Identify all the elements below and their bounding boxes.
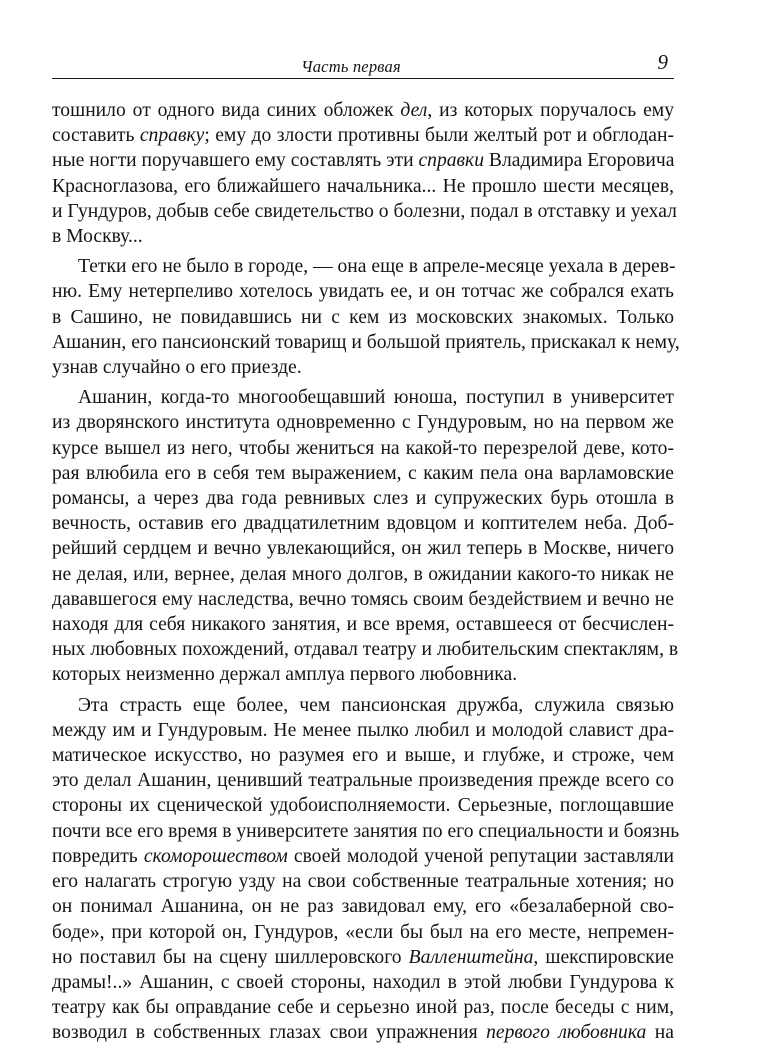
text-run: боде», при которой он, Гундуров, «если бы был на его месте, непремен- (52, 921, 674, 943)
text-line (52, 819, 680, 844)
text-line (52, 410, 674, 435)
text-run: находя для себя никакого занятия, и все время, оставшееся от бесчислен- (52, 614, 674, 636)
text-line (52, 355, 674, 380)
text-line (52, 970, 674, 995)
text-run: тошнило от одного вида синих обложек (52, 100, 401, 121)
paragraph (52, 693, 680, 1046)
text-run: театру как бы оправдание себе и серьезно иной раз, после беседы с ним, (52, 997, 674, 1019)
text-run: и Гундуров, добыв себе свидетельство о болезни, подал в отставку и уехал (52, 200, 677, 222)
text-run: стороны их сценической удобоисполняемости. Серьезные, поглощавшие (52, 795, 674, 817)
text-run: дававшегося ему наследства, вечно томясь своим бездействием и вечно не (52, 588, 674, 610)
text-run: он понимал Ашанина, он не раз завидовал ему, его «безалаберной сво- (52, 896, 674, 918)
text-line (52, 511, 674, 536)
italic-phrase: первого любовника (486, 1022, 647, 1044)
text-run: ные ногти поручавшего ему составлять эти (52, 150, 419, 172)
text-run: матическое искусство, но разумея его и выше, и глубже, и строже, чем (52, 745, 674, 767)
text-run: Ашанин, его пансионский товарищ и большой приятель, прискакал к нему, (52, 331, 680, 353)
italic-phrase: дел (400, 100, 428, 121)
text-run: ; ему до злости противны были желтый рот и обглодан- (204, 125, 674, 147)
text-run: между им и Гундуровым. Не менее пылко любил и молодой славист дра- (52, 719, 674, 741)
text-run: романсы, а через два года ревнивых слез и супружеских бурь отошла в (52, 488, 674, 510)
text-line (52, 279, 674, 304)
italic-phrase: справки (418, 150, 485, 172)
italic-phrase: скоморошеством (143, 845, 288, 867)
text-line (52, 385, 674, 410)
text-run: , шекспировские (533, 946, 674, 968)
text-line (52, 305, 674, 330)
text-run: ных любовных похождений, отдавал театру и любительским спектаклям, в (52, 639, 679, 661)
page-number: 9 (657, 50, 668, 74)
text-run: не делая, или, вернее, делая много долгов, в ожидании какого-то никак не (52, 563, 674, 585)
text-line (52, 920, 674, 945)
page-body (52, 98, 680, 1046)
text-run: Владимира Егоровича (484, 150, 675, 172)
text-line (52, 536, 674, 561)
text-line (52, 844, 674, 869)
text-line (52, 174, 674, 199)
paragraph (52, 385, 679, 687)
text-line (52, 693, 674, 718)
text-run: драмы!..» Ашанин, с своей стороны, находил в этой любви Гундурова к (52, 971, 674, 993)
text-line (52, 995, 674, 1020)
text-run: узнав случайно о его приезде. (52, 357, 302, 379)
text-line (52, 637, 679, 662)
text-run: рейший сердцем и вечно увлекающийся, он жил теперь в Москве, ничего (52, 538, 674, 560)
paragraph (52, 254, 680, 380)
text-run: повредить (52, 845, 144, 867)
text-run: рая влюбила его в себя тем выражением, с каким пела она варламовские (52, 462, 674, 484)
text-run: на (646, 1022, 674, 1044)
text-run: составить (52, 125, 140, 147)
text-line (52, 436, 674, 461)
paragraph (52, 98, 677, 249)
text-run: это делал Ашанин, ценивший театральные произведения прежде всего со (52, 770, 674, 792)
italic-phrase: справку (139, 125, 205, 147)
text-line (52, 148, 674, 173)
text-line (52, 743, 674, 768)
text-line (52, 612, 674, 637)
italic-phrase: Валленштейна (408, 946, 534, 968)
text-line (52, 98, 674, 123)
text-run: Эта страсть еще более, чем пансионская дружба, служила связью (78, 694, 674, 716)
text-run: почти все его время в университете занятия по его специальности и боязнь (52, 820, 680, 842)
text-line (52, 793, 674, 818)
text-line (52, 224, 674, 249)
text-run: Тетки его не было в городе, — она еще в апреле-месяце уехала в дерев- (78, 256, 676, 278)
text-run: в Москву... (52, 226, 143, 248)
text-run: своей молодой ученой репутации заставляли (287, 845, 674, 867)
text-run: но поставил бы на сцену шиллеровского (52, 946, 409, 968)
text-line (52, 199, 677, 224)
text-line (52, 330, 680, 355)
text-run: его налагать строгую узду на свои собственные театральные хотения; но (52, 871, 674, 893)
text-run: курсе вышел из него, чтобы жениться на какой-то перезрелой деве, кото- (52, 437, 674, 459)
text-run: возводил в собственных глазах свои упражнения (52, 1022, 487, 1044)
text-line (52, 894, 674, 919)
text-line (52, 1020, 674, 1045)
text-line (52, 587, 674, 612)
text-line (52, 869, 674, 894)
text-run: Ашанин, когда-то многообещавший юноша, поступил в университет (78, 387, 674, 409)
running-title: Часть первая (301, 57, 401, 76)
text-run: Красноглазова, его ближайшего начальника... Не прошло шести месяцев, (52, 175, 674, 197)
text-line (52, 768, 674, 793)
text-run: в Сашино, не повидавшись ни с кем из московских знакомых. Только (52, 306, 674, 328)
text-run: , из которых поручалось ему (427, 100, 674, 121)
text-line (52, 945, 674, 970)
running-header (52, 48, 674, 79)
text-run: которых неизменно держал амплуа первого любовника. (52, 664, 518, 686)
text-line (52, 562, 674, 587)
text-run: вечность, оставив его двадцатилетним вдовцом и коптителем неба. Доб- (52, 513, 674, 535)
text-line (52, 254, 674, 279)
text-run: ню. Ему нетерпеливо хотелось увидать ее, и он тотчас же собрался ехать (52, 281, 674, 303)
text-line (52, 662, 674, 687)
text-line (52, 718, 674, 743)
text-line (52, 486, 674, 511)
text-line (52, 461, 674, 486)
text-line (52, 123, 674, 148)
text-run: из дворянского института одновременно с Гундуровым, но на первом же (52, 412, 674, 434)
